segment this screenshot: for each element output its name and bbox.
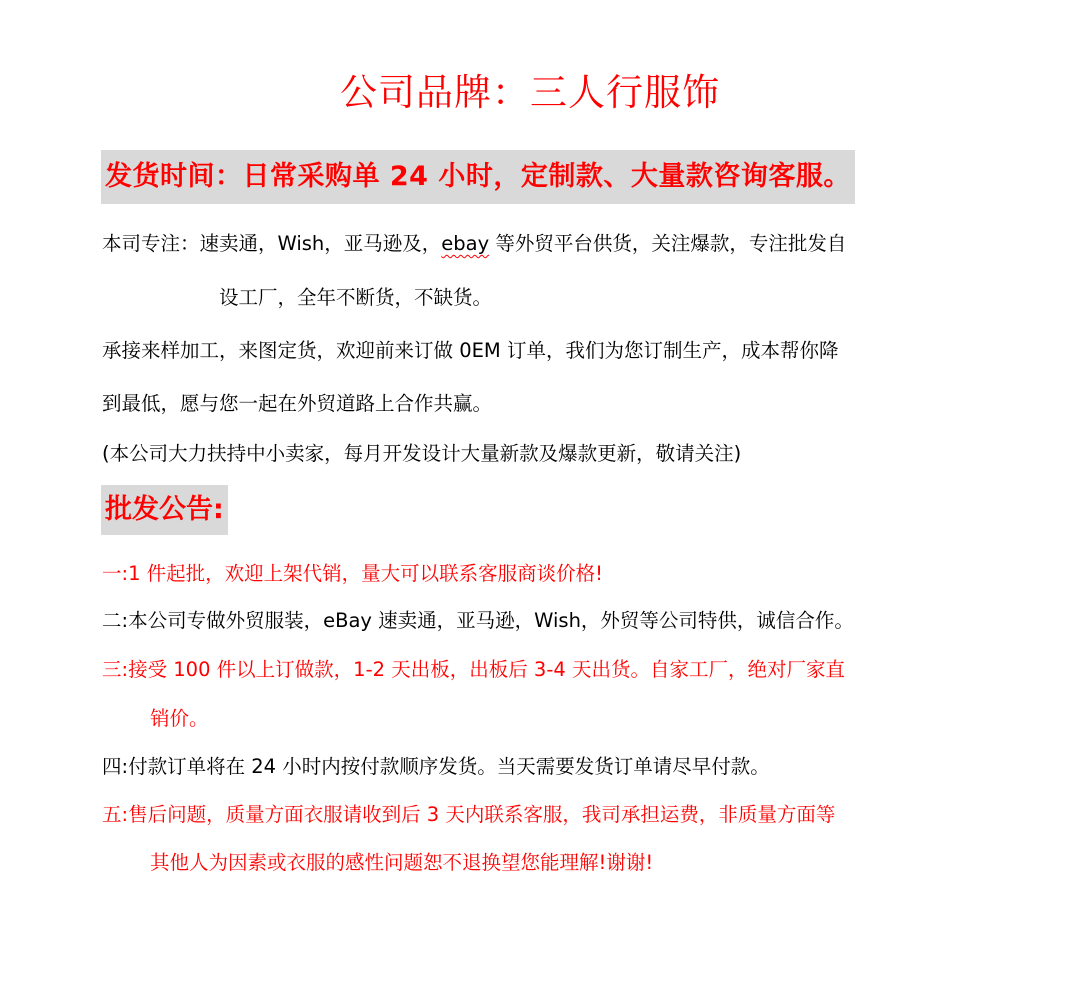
notice-item-5-line-1: 五:售后问题，质量方面衣服请收到后 3 天内联系客服，我司承担运费，非质量方面等: [102, 803, 836, 826]
intro-line-1: [102, 230, 846, 258]
notice-item-1: 一:1 件起批，欢迎上架代销，量大可以联系客服商谈价格!: [102, 562, 603, 585]
notice-item-4: 四:付款订单将在 24 小时内按付款顺序发货。当天需要发货订单请尽早付款。: [102, 755, 770, 778]
wholesale-heading: 批发公告:: [101, 485, 228, 535]
notice-item-5-line-2: 其他人为因素或衣服的感性问题恕不退换望您能理解!谢谢!: [150, 851, 654, 874]
intro-line-4: 到最低，愿与您一起在外贸道路上合作共赢。: [102, 392, 493, 415]
ebay-word: ebay: [441, 232, 490, 255]
notice-item-3-line-1: 三:接受 100 件以上订做款，1-2 天出板，出板后 3-4 天出货。自家工厂，绝对厂家直: [102, 658, 845, 681]
intro-line-1-prefix: 本司专注：速卖通，Wish，亚马逊及，: [102, 232, 442, 255]
intro-line-1-suffix: 等外贸平台供货，关注爆款，专注批发自: [489, 232, 847, 255]
intro-line-3: 承接来样加工，来图定货，欢迎前来订做 0EM 订单，我们为您订制生产，成本帮你降: [102, 339, 839, 362]
intro-line-5: (本公司大力扶持中小卖家，每月开发设计大量新款及爆款更新，敬请关注): [102, 442, 742, 465]
page-title: 公司品牌：三人行服饰: [340, 71, 720, 114]
notice-item-2: 二:本公司专做外贸服装，eBay 速卖通，亚马逊，Wish，外贸等公司特供，诚信合作。: [102, 609, 854, 632]
shipping-notice: 发货时间：日常采购单 24 小时，定制款、大量款咨询客服。: [101, 150, 855, 204]
intro-line-2: 设工厂，全年不断货，不缺货。: [219, 286, 493, 309]
notice-item-3-line-2: 销价。: [150, 707, 209, 730]
